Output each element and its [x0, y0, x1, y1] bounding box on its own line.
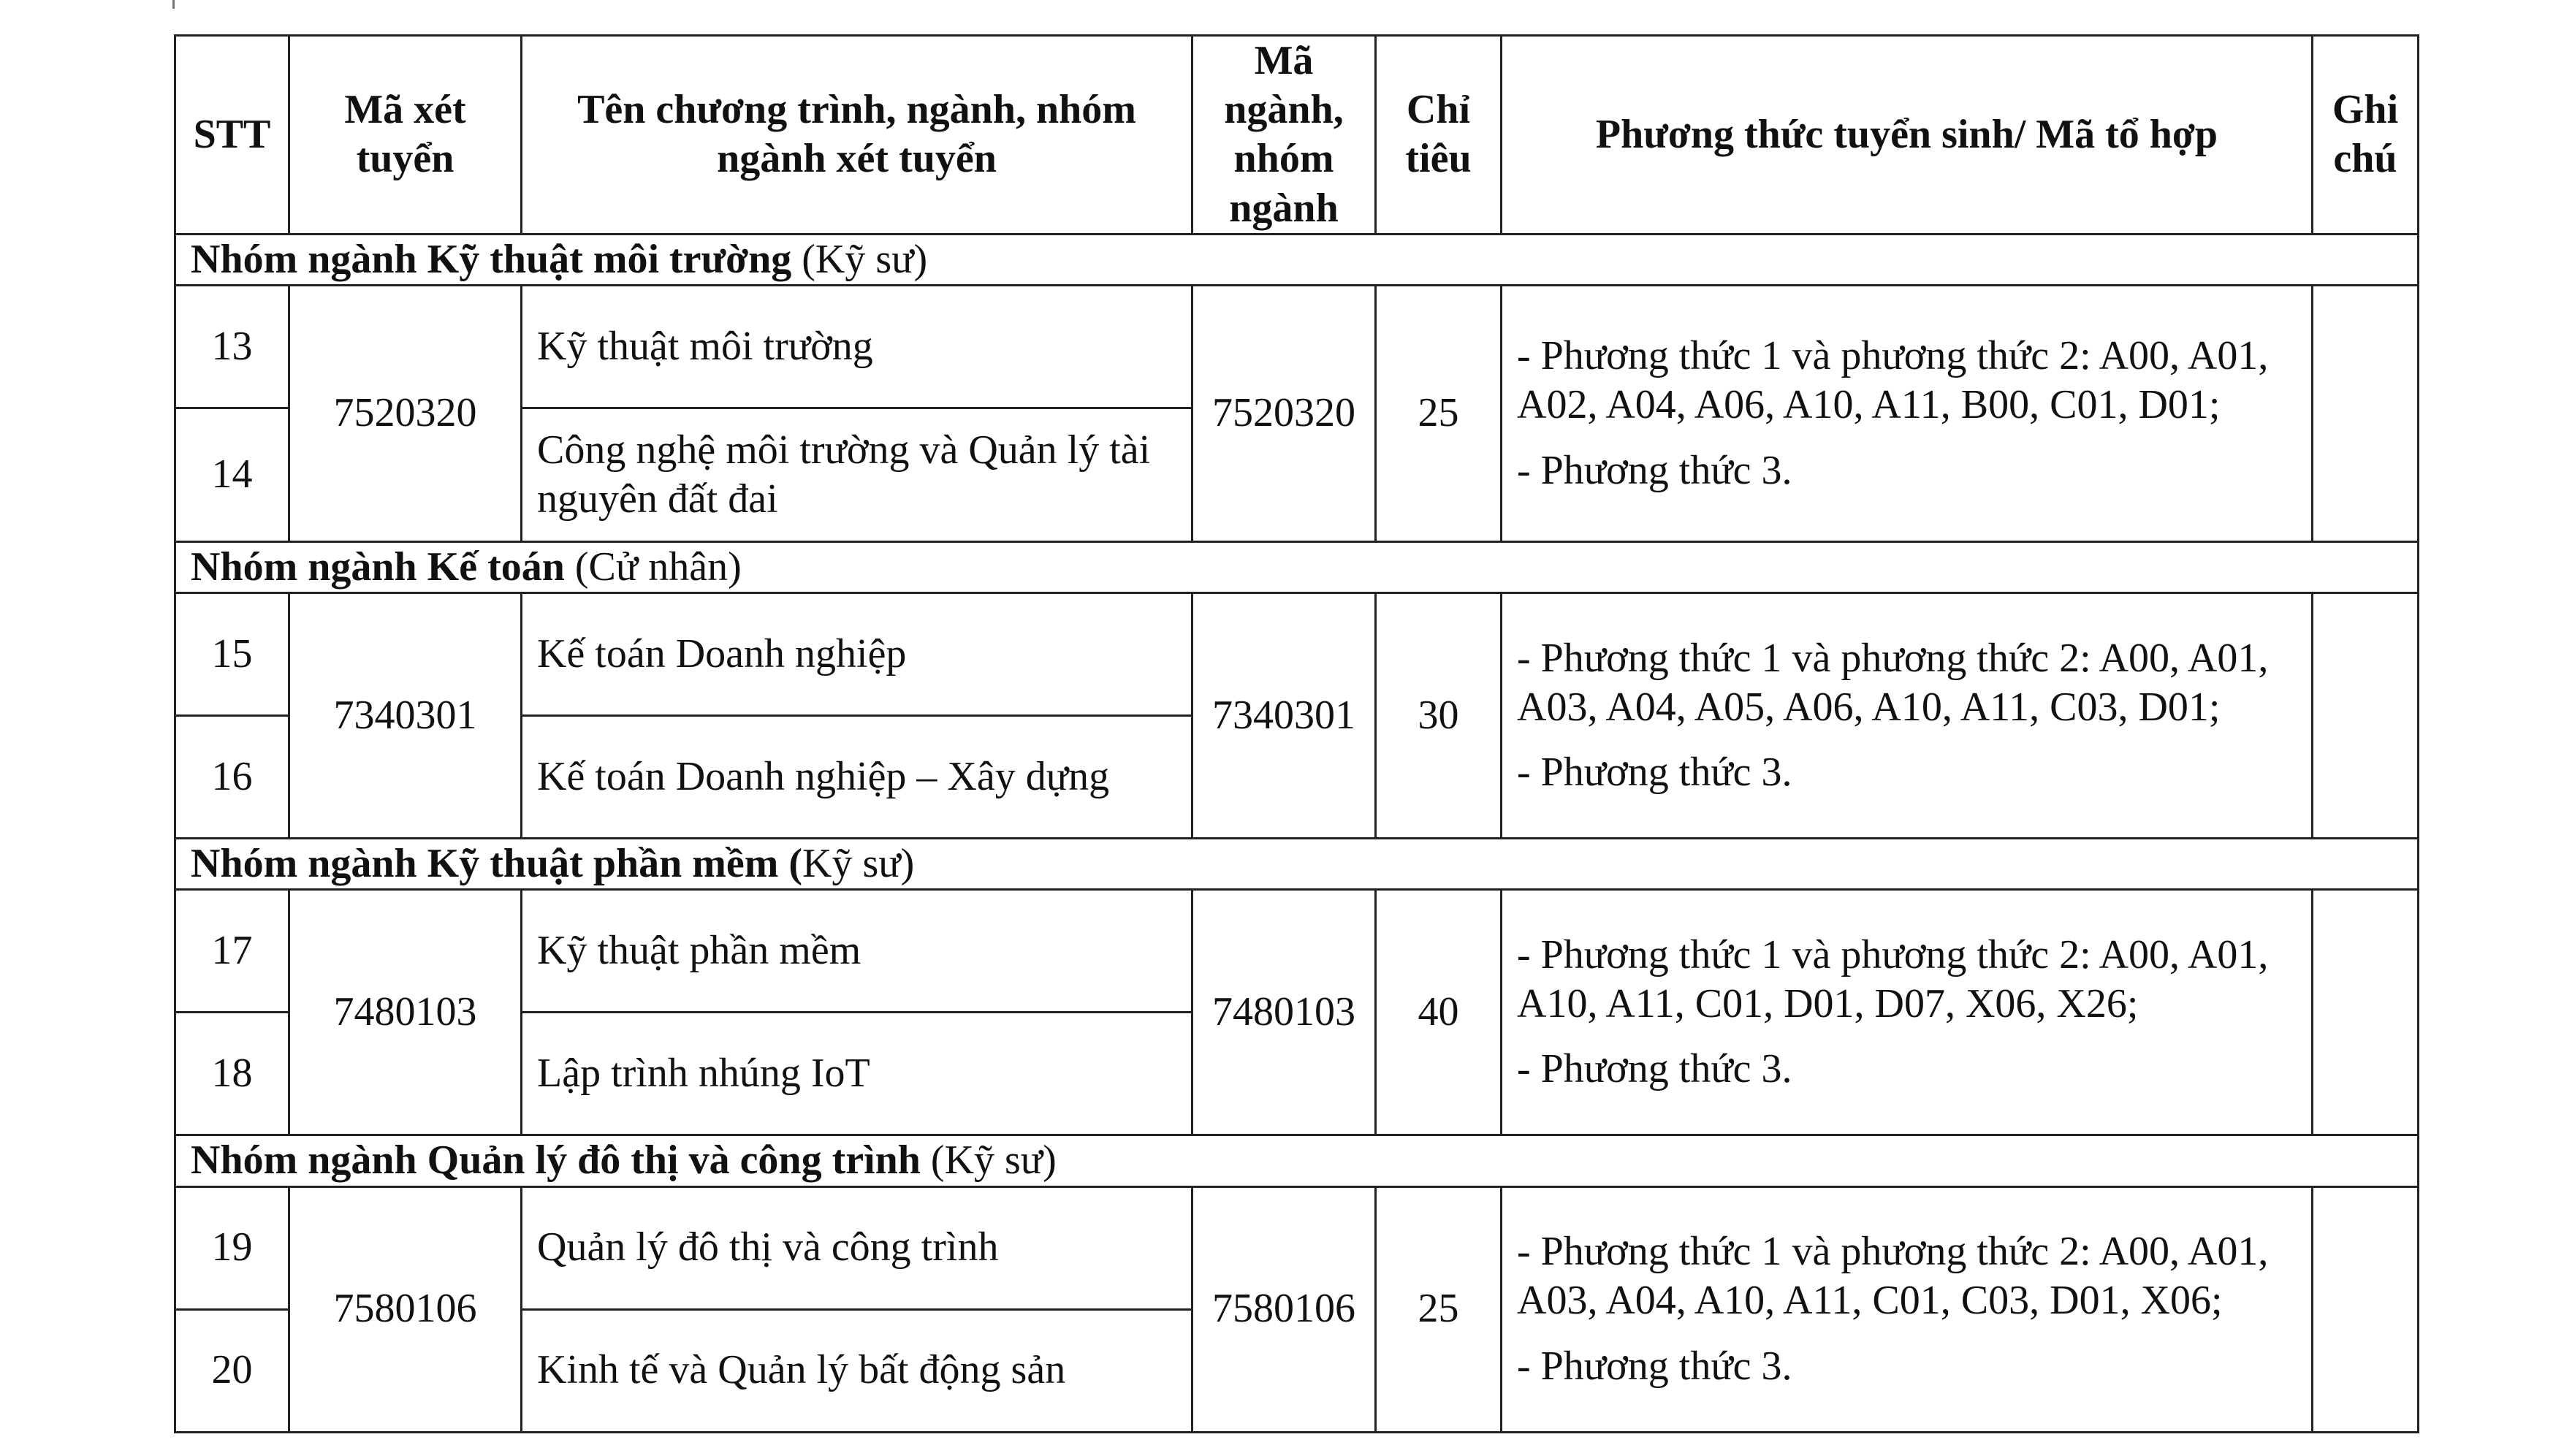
header-ghi-chu: Ghi chú	[2313, 36, 2419, 235]
ma-nganh-cell: 7480103	[1192, 890, 1376, 1135]
group-degree: Kỹ sư)	[802, 841, 915, 887]
method-cell	[1502, 285, 2313, 541]
header-stt: STT	[175, 36, 289, 235]
group-name: Nhóm ngành Kỹ thuật phần mềm (	[191, 841, 803, 887]
group-degree: (Kỹ sư)	[920, 1137, 1057, 1184]
ma-nganh-cell: 7340301	[1192, 593, 1376, 839]
program-name-cell: Lập trình nhúng IoT	[522, 1013, 1192, 1135]
group-title	[175, 1135, 2419, 1186]
method-line-1: - Phương thức 1 và phương thức 2: A00, A01, A03, A04, A10, A11, C01, C03, D01, X06;	[1517, 1229, 2269, 1324]
chi-tieu-cell: 25	[1376, 285, 1502, 541]
program-name-cell: Công nghệ môi trường và Quản lý tài nguyên đất đai	[522, 408, 1192, 541]
header-ma-xet-tuyen: Mã xét tuyển	[289, 36, 522, 235]
stt-cell: 16	[175, 716, 289, 839]
method-line-2: - Phương thức 3.	[1517, 1343, 1792, 1389]
method-line-2: - Phương thức 3.	[1517, 1046, 1792, 1092]
group-title	[175, 234, 2419, 285]
stt-cell: 20	[175, 1309, 289, 1432]
admission-table	[174, 34, 2419, 1433]
group-name: Nhóm ngành Kỹ thuật môi trường	[191, 236, 792, 282]
ghi-chu-cell	[2313, 1186, 2419, 1432]
header-ma-nganh: Mã ngành, nhóm ngành	[1192, 36, 1376, 235]
stt-cell: 14	[175, 408, 289, 541]
group-degree: (Cử nhân)	[564, 544, 742, 590]
header-phuong-thuc: Phương thức tuyển sinh/ Mã tổ hợp	[1502, 36, 2313, 235]
chi-tieu-cell: 30	[1376, 593, 1502, 839]
ma-nganh-cell: 7580106	[1192, 1186, 1376, 1432]
stt-cell: 17	[175, 890, 289, 1013]
method-cell	[1502, 890, 2313, 1135]
chi-tieu-cell: 40	[1376, 890, 1502, 1135]
group-name: Nhóm ngành Kế toán	[191, 544, 565, 590]
ma-xet-tuyen-cell: 7480103	[289, 890, 522, 1135]
method-line-1: - Phương thức 1 và phương thức 2: A00, A01, A10, A11, C01, D01, D07, X06, X26;	[1517, 932, 2269, 1027]
ma-xet-tuyen-cell: 7580106	[289, 1186, 522, 1432]
table-row	[175, 593, 2419, 716]
group-name: Nhóm ngành Quản lý đô thị và công trình	[191, 1137, 921, 1184]
admission-table-sheet	[174, 34, 2417, 1433]
method-cell	[1502, 1186, 2313, 1432]
ghi-chu-cell	[2313, 285, 2419, 541]
ghi-chu-cell	[2313, 593, 2419, 839]
table-row	[175, 1186, 2419, 1309]
table-row	[175, 890, 2419, 1013]
stt-cell: 19	[175, 1186, 289, 1309]
method-line-1: - Phương thức 1 và phương thức 2: A00, A01, A03, A04, A05, A06, A10, A11, C03, D01;	[1517, 635, 2269, 731]
stt-cell: 13	[175, 285, 289, 408]
table-row	[175, 285, 2419, 408]
group-row	[175, 541, 2419, 592]
header-ten-chuong-trinh: Tên chương trình, ngành, nhóm ngành xét tuyển	[522, 36, 1192, 235]
method-cell	[1502, 593, 2313, 839]
program-name-cell: Quản lý đô thị và công trình	[522, 1186, 1192, 1309]
ma-xet-tuyen-cell: 7520320	[289, 285, 522, 541]
method-line-2: - Phương thức 3.	[1517, 750, 1792, 796]
stt-cell: 18	[175, 1013, 289, 1135]
group-title	[175, 839, 2419, 890]
program-name-cell: Kinh tế và Quản lý bất động sản	[522, 1309, 1192, 1432]
page-edge-mark	[172, 0, 175, 9]
program-name-cell: Kỹ thuật môi trường	[522, 285, 1192, 408]
group-row	[175, 839, 2419, 890]
program-name-cell: Kế toán Doanh nghiệp – Xây dựng	[522, 716, 1192, 839]
method-line-2: - Phương thức 3.	[1517, 447, 1792, 493]
group-row	[175, 234, 2419, 285]
ma-xet-tuyen-cell: 7340301	[289, 593, 522, 839]
program-name-cell: Kế toán Doanh nghiệp	[522, 593, 1192, 716]
group-row	[175, 1135, 2419, 1186]
group-degree: (Kỹ sư)	[791, 236, 928, 282]
group-title	[175, 541, 2419, 592]
ghi-chu-cell	[2313, 890, 2419, 1135]
method-line-1: - Phương thức 1 và phương thức 2: A00, A01, A02, A04, A06, A10, A11, B00, C01, D01;	[1517, 333, 2269, 428]
program-name-cell: Kỹ thuật phần mềm	[522, 890, 1192, 1013]
header-chi-tieu: Chỉ tiêu	[1376, 36, 1502, 235]
stt-cell: 15	[175, 593, 289, 716]
header-row	[175, 36, 2419, 235]
ma-nganh-cell: 7520320	[1192, 285, 1376, 541]
chi-tieu-cell: 25	[1376, 1186, 1502, 1432]
